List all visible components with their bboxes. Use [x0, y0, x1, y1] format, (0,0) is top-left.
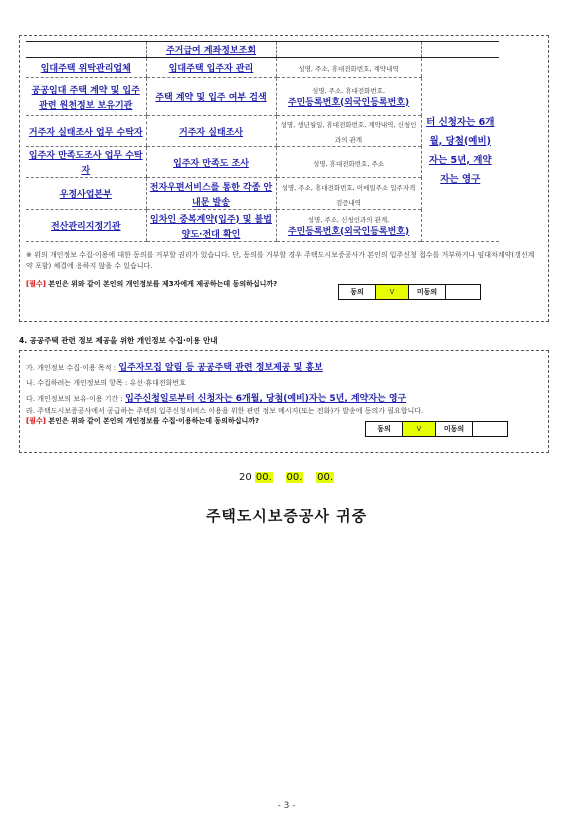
date-month[interactable]: 00.	[286, 472, 303, 483]
header-purpose: 주거급여 계좌정보조회	[146, 42, 276, 58]
table-row: 공공임대 주택 계약 및 입주 관련 원천정보 보유기관 주택 계약 및 입주 여부 검색 성명, 주소, 휴대전화번호, 주민등록번호(외국인등록번호)	[26, 78, 499, 116]
table-row: 거주자 실태조사 업무 수탁자 거주자 실태조사 성명, 생년월일, 휴대전화번호, 계약내역, 신청인과의 관계	[26, 116, 499, 147]
agree-label: 동의	[366, 422, 403, 436]
recipients-table	[26, 41, 499, 242]
date-year[interactable]: 00.	[255, 472, 272, 483]
retention-cell: 터 신청자는 6개월, 당첨(예비)자는 5년, 계약자는 영구	[421, 58, 499, 242]
disagree-label: 미동의	[436, 422, 473, 436]
table-row: 임대주택 위탁관리업체 임대주택 입주자 관리 성명, 주소, 휴대전화번호, 계약내역 터 신청자는 6개월, 당첨(예비)자는 5년, 계약자는 영구	[26, 58, 499, 78]
third-party-provision-box	[19, 35, 549, 322]
disagree-label: 미동의	[409, 285, 446, 299]
agree-label: 동의	[339, 285, 376, 299]
table-row: 우정사업본부 전자우편서비스를 통한 각종 안내문 발송 성명, 주소, 휴대전화번호, 이메일주소 입주자격 검증내역	[26, 178, 499, 210]
recipient-title: 주택도시보증공사 귀중	[205, 507, 368, 525]
message-consent-line: 라. 주택도시보증공사에서 공급하는 주택의 입주신청서비스 이용을 위한 관련 정보 메시지(또는 전화)가 발송에 동의가 필요합니다.	[26, 407, 424, 415]
page-number: - 3 -	[277, 801, 296, 811]
required-tag: [필수]	[26, 280, 46, 288]
items-line: 나. 수집하려는 개인정보의 항목 : 유선·휴대전화번호	[26, 379, 186, 387]
table-row: 전산관리지정기관 임차인 중복계약(입주) 및 불법 양도·전대 확인 성명, 주소, 신청인과의 관계, 주민등록번호(외국인등록번호)	[26, 210, 499, 242]
refusal-notice: ※ 위의 개인정보 수집·이용에 대한 동의를 거부할 권리가 있습니다. 단, 동의를 거부할 경우 주택도시보증공사가 본인의 입주신청 접수를 거부하거나 임대차계약(갱신계약 포함) 체결에 응하지 않을 수 있습니다.	[26, 251, 535, 270]
disagree-checkbox[interactable]	[473, 422, 507, 436]
section4-title: 4. 공공주택 관련 정보 제공을 위한 개인정보 수집·이용 안내	[19, 336, 218, 345]
table-row: 입주자 만족도조사 업무 수탁자 입주자 만족도 조사 성명, 휴대전화번호, 주소	[26, 147, 499, 178]
purpose-line: 가. 개인정보 수집·이용 목적 : 입주자모집 알림 등 공공주택 관련 정보제공 및 홍보	[26, 363, 323, 373]
date-day[interactable]: 00.	[317, 472, 334, 483]
required-tag: [필수]	[26, 417, 46, 425]
consent-question: [필수] 본인은 위와 같이 본인의 개인정보를 제3자에게 제공하는데 동의하십니까?	[26, 280, 278, 288]
consent-choice	[365, 421, 508, 437]
consent-choice	[338, 284, 481, 300]
retention-line: 다. 개인정보의 보유·이용 기간 : 입주신청일로부터 신청자는 6개월, 당첨(예비)자는 5년, 계약자는 영구	[26, 394, 407, 404]
agree-checkbox[interactable]: V	[376, 285, 409, 299]
disagree-checkbox[interactable]	[446, 285, 480, 299]
signature-date: 20 00. 00. 00.	[238, 472, 334, 483]
consent-question: [필수] 본인은 위와 같이 본인의 개인정보를 수집·이용하는데 동의하십니까?	[26, 417, 260, 425]
agree-checkbox[interactable]: V	[403, 422, 436, 436]
collection-usage-box	[19, 350, 549, 453]
